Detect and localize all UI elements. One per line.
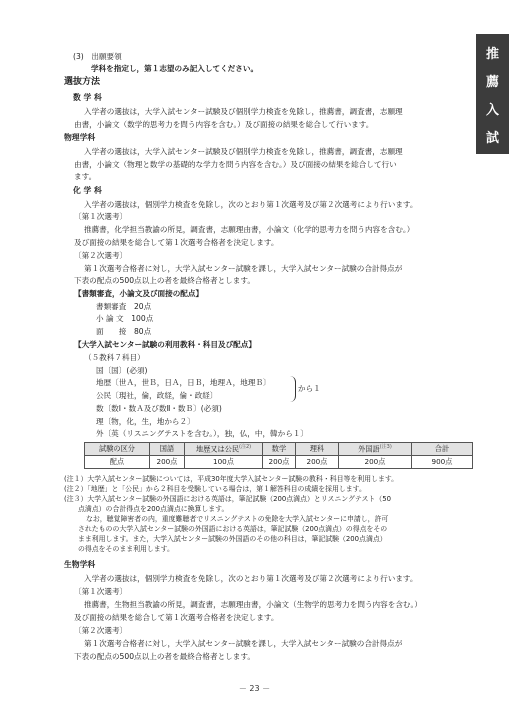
paragraph-line: 第１次選考合格者に対し，大学入試センター試験を課し，大学入試センター試験の合計得点が bbox=[84, 264, 403, 273]
table-cell: 200点 bbox=[150, 456, 185, 469]
table-cell: 100点 bbox=[185, 456, 263, 469]
paragraph-line: 及び面接の結果を総合して第１次選考合格者を決定します。 bbox=[74, 238, 279, 247]
note-marker: (注3) bbox=[379, 444, 392, 451]
paragraph-line: 及び面接の結果を総合して第１次選考合格者を決定します。 bbox=[74, 613, 279, 622]
subjects-heading: 【大学入試センター試験の利用教科・科目及び配点】 bbox=[74, 340, 256, 349]
page-number: － 23 － bbox=[238, 684, 271, 693]
subject-line: 数〔数Ⅰ・数Ａ及び数Ⅱ・数Ｂ〕(必須) bbox=[96, 404, 222, 413]
score-heading: 【書類審査，小論文及び面接の配点】 bbox=[74, 289, 204, 298]
dept-heading-math: 数 学 科 bbox=[73, 93, 102, 102]
application-heading: (3) 出願要領 bbox=[73, 52, 122, 61]
table-cell: 200点 bbox=[263, 456, 296, 469]
subject-line: 国〔国〕(必須) bbox=[96, 366, 148, 375]
side-tab-char: 推 bbox=[485, 46, 499, 62]
note-line: の得点をそのまま利用します。 bbox=[78, 545, 174, 553]
side-tab-char: 薦 bbox=[485, 74, 499, 90]
table-header-cell: 外国語$^{(注3)}$ bbox=[339, 443, 412, 456]
subject-line: 理〔物，化，生，地から２〕 bbox=[96, 417, 195, 426]
subject-line: 外〔英（リスニングテストを含む。），独，仏，中，韓から１〕 bbox=[96, 429, 309, 438]
score-allocation-table bbox=[84, 442, 473, 469]
table-cell: 200点 bbox=[339, 456, 412, 469]
paragraph-line: ます。 bbox=[74, 172, 97, 181]
note-line: (注３）大学入試センター試験の外国語における英語は，筆記試験（200点満点）とリスニングテスト（50 bbox=[64, 495, 391, 503]
paragraph-line: 入学者の選抜は，個別学力検査を免除し，次のとおり第１次選考及び第２次選考により行います。 bbox=[84, 574, 418, 583]
dept-heading-chemistry: 化 学 科 bbox=[73, 186, 102, 195]
score-item: 書類審査 20点 bbox=[96, 302, 152, 311]
stage-label: 〔第２次選考〕 bbox=[74, 626, 128, 635]
table-header-cell: 合計 bbox=[412, 443, 473, 456]
side-tab-char: 入 bbox=[485, 102, 499, 118]
note-line: されたものの大学入試センター試験の外国語における英語は，筆記試験（200点満点）の得点をその bbox=[78, 525, 388, 533]
subjects-count: （５教科７科目） bbox=[84, 353, 145, 362]
table-header-cell: 理科 bbox=[296, 443, 339, 456]
table-cell: 200点 bbox=[296, 456, 339, 469]
paragraph-line: 由書，小論文（数学的思考力を問う内容を含む。）及び面接の結果を総合して行います。 bbox=[74, 120, 374, 129]
table-header-cell: 国語 bbox=[150, 443, 185, 456]
note-line: (注１）大学入試センター試験については，平成30年度大学入試センター試験の教科・科目等を利用します。 bbox=[64, 475, 399, 483]
brace-bracket bbox=[289, 376, 296, 402]
paragraph-line: 下表の配点の500点以上の者を最終合格者とします。 bbox=[74, 276, 255, 285]
stage-label: 〔第１次選考〕 bbox=[74, 212, 128, 221]
paragraph-line: 入学者の選抜は，大学入試センター試験及び個別学力検査を免除し，推薦書，調査書，志願理 bbox=[84, 147, 403, 156]
paragraph-line: 下表の配点の500点以上の者を最終合格者とします。 bbox=[74, 652, 255, 661]
subject-line: 地歴〔世Ａ，世Ｂ，日Ａ，日Ｂ，地理Ａ，地理Ｂ〕 bbox=[96, 378, 271, 387]
score-item: 面 接 80点 bbox=[96, 327, 152, 336]
section-title-selection: 選抜方法 bbox=[64, 77, 101, 87]
table-header-cell: 数学 bbox=[263, 443, 296, 456]
side-tab-recommendation bbox=[476, 34, 509, 154]
paragraph-line: 推薦書，化学担当教諭の所見，調査書，志願理由書，小論文（化学的思考力を問う内容を含む。） bbox=[84, 225, 415, 234]
paragraph-line: 入学者の選抜は，個別学力検査を免除し，次のとおり第１次選考及び第２次選考により行います。 bbox=[84, 200, 418, 209]
note-line: (注２）「地歴」と「公民」から２科目を受験している場合は，第１解答科目の成績を採用します。 bbox=[64, 485, 366, 493]
note-line: 点満点）の合計得点を200点満点に換算します。 bbox=[78, 505, 229, 513]
paragraph-line: 由書，小論文（物理と数学の基礎的な学力を問う内容を含む。）及び面接の結果を総合して行い bbox=[74, 160, 397, 169]
subject-line: 公民〔現社，倫，政経，倫・政経〕 bbox=[96, 391, 218, 400]
paragraph-line: 推薦書，生物担当教諭の所見，調査書，志願理由書，小論文（生物学的思考力を問う内容を含む。） bbox=[84, 600, 422, 609]
score-item: 小 論 文 100点 bbox=[96, 314, 154, 323]
table-row bbox=[85, 456, 473, 469]
dept-heading-biology: 生物学科 bbox=[64, 560, 96, 569]
table-header-row bbox=[85, 443, 473, 456]
note-marker: (注2) bbox=[239, 444, 252, 451]
table-cell: 配点 bbox=[85, 456, 150, 469]
table-cell: 900点 bbox=[412, 456, 473, 469]
stage-label: 〔第１次選考〕 bbox=[74, 587, 128, 596]
note-line: まま利用します。また，大学入試センター試験の外国語のその他の科目は，筆記試験（200点満点） bbox=[78, 535, 387, 543]
table-header-cell: 地歴又は公民$^{(注2)}$ bbox=[185, 443, 263, 456]
stage-label: 〔第２次選考〕 bbox=[74, 251, 128, 260]
paragraph-line: 第１次選考合格者に対し，大学入試センター試験を課し，大学入試センター試験の合計得点が bbox=[84, 639, 403, 648]
note-line: なお，聴覚障害者の内，重度難聴者でリスニングテストの免除を大学入試センターに申請し，許可 bbox=[86, 515, 389, 523]
choose-one-label: から１ bbox=[298, 384, 321, 393]
paragraph-line: 入学者の選抜は，大学入試センター試験及び個別学力検査を免除し，推薦書，調査書，志願理 bbox=[84, 107, 403, 116]
dept-heading-physics: 物理学科 bbox=[64, 133, 96, 142]
application-instruction: 学科を指定し，第１志望のみ記入してください。 bbox=[91, 64, 259, 73]
side-tab-char: 試 bbox=[485, 130, 499, 146]
table-header-cell: 試験の区分 bbox=[85, 443, 150, 456]
